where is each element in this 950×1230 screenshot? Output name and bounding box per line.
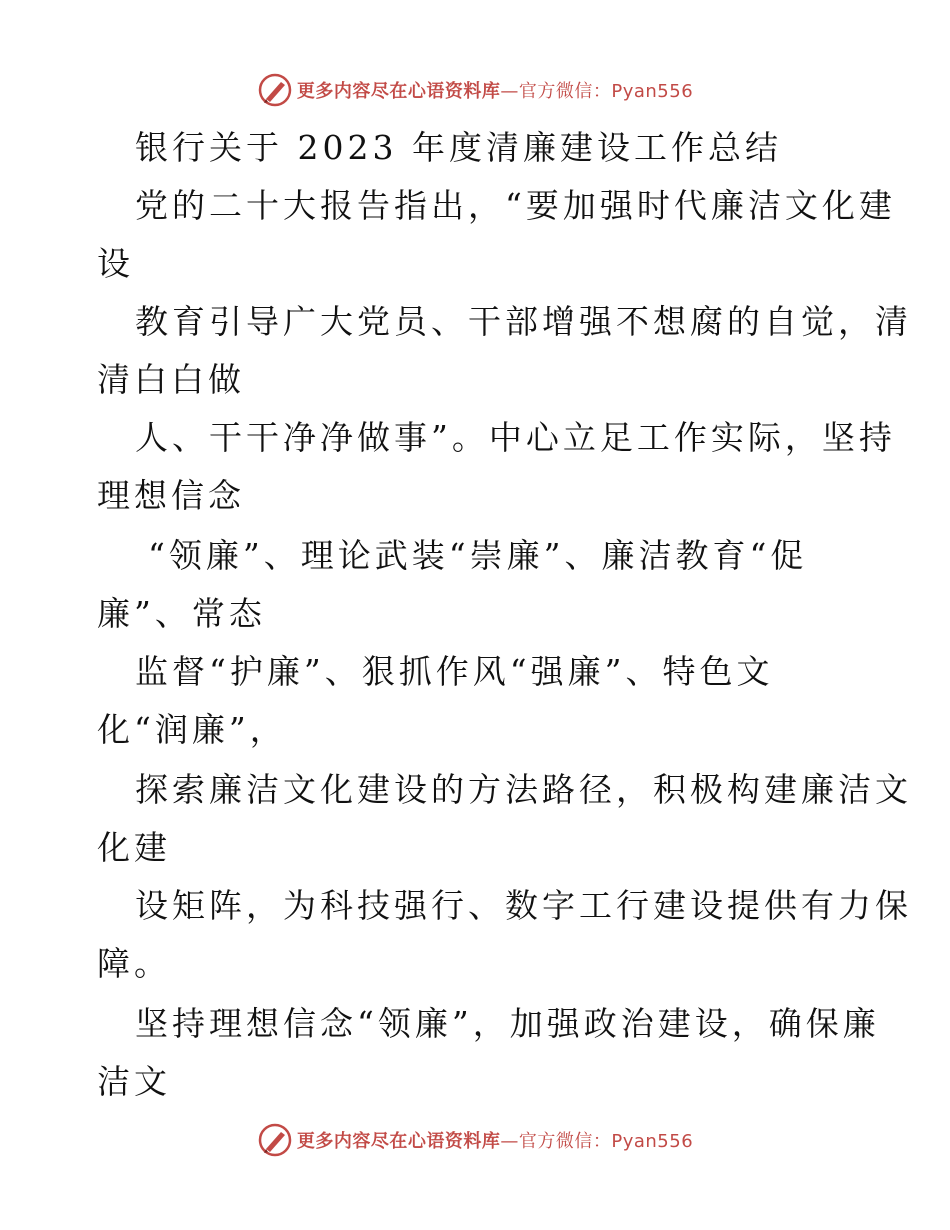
paragraph-line: 探索廉洁文化建设的方法路径，积极构建廉洁文 xyxy=(135,770,912,809)
paragraph-line: 洁文 xyxy=(97,1062,171,1101)
paragraph-line: 教育引导广大党员、干部增强不想腐的自觉，清 xyxy=(135,302,912,341)
banner-text-dash: — xyxy=(500,1131,519,1152)
paragraph-line: 化“润廉”， xyxy=(97,710,287,749)
paragraph-line: 化建 xyxy=(97,828,171,867)
paragraph-line: “领廉”、理论武装“崇廉”、廉洁教育“促 xyxy=(148,536,808,575)
paragraph-line: 设 xyxy=(97,244,134,283)
paragraph-line: 障。 xyxy=(97,944,171,983)
paragraph-line: 人、干干净净做事”。中心立足工作实际，坚持 xyxy=(135,418,896,457)
paragraph-line: 监督“护廉”、狠抓作风“强廉”、特色文 xyxy=(135,652,774,691)
banner-text-main: 更多内容尽在心语资料库 xyxy=(296,1131,501,1152)
banner-text-main: 更多内容尽在心语资料库 xyxy=(296,81,501,102)
banner-text xyxy=(297,1127,693,1153)
paragraph-line: 清白白做 xyxy=(97,360,245,399)
paragraph-line: 设矩阵，为科技强行、数字工行建设提供有力保 xyxy=(135,886,912,925)
paragraph-line: 廉”、常态 xyxy=(97,594,266,633)
banner-text-contact: 官方微信：Pyan556 xyxy=(518,1131,694,1152)
paragraph-line: 理想信念 xyxy=(97,476,245,515)
paragraph-line: 党的二十大报告指出，“要加强时代廉洁文化建 xyxy=(135,186,896,225)
footer-watermark-banner xyxy=(0,1120,950,1160)
pen-logo-icon xyxy=(257,1122,293,1158)
document-title: 银行关于 2023 年度清廉建设工作总结 xyxy=(135,128,782,167)
banner-text-dash: — xyxy=(500,81,519,102)
banner-text-contact: 官方微信：Pyan556 xyxy=(518,81,694,102)
paragraph-line: 坚持理想信念“领廉”，加强政治建设，确保廉 xyxy=(135,1004,880,1043)
